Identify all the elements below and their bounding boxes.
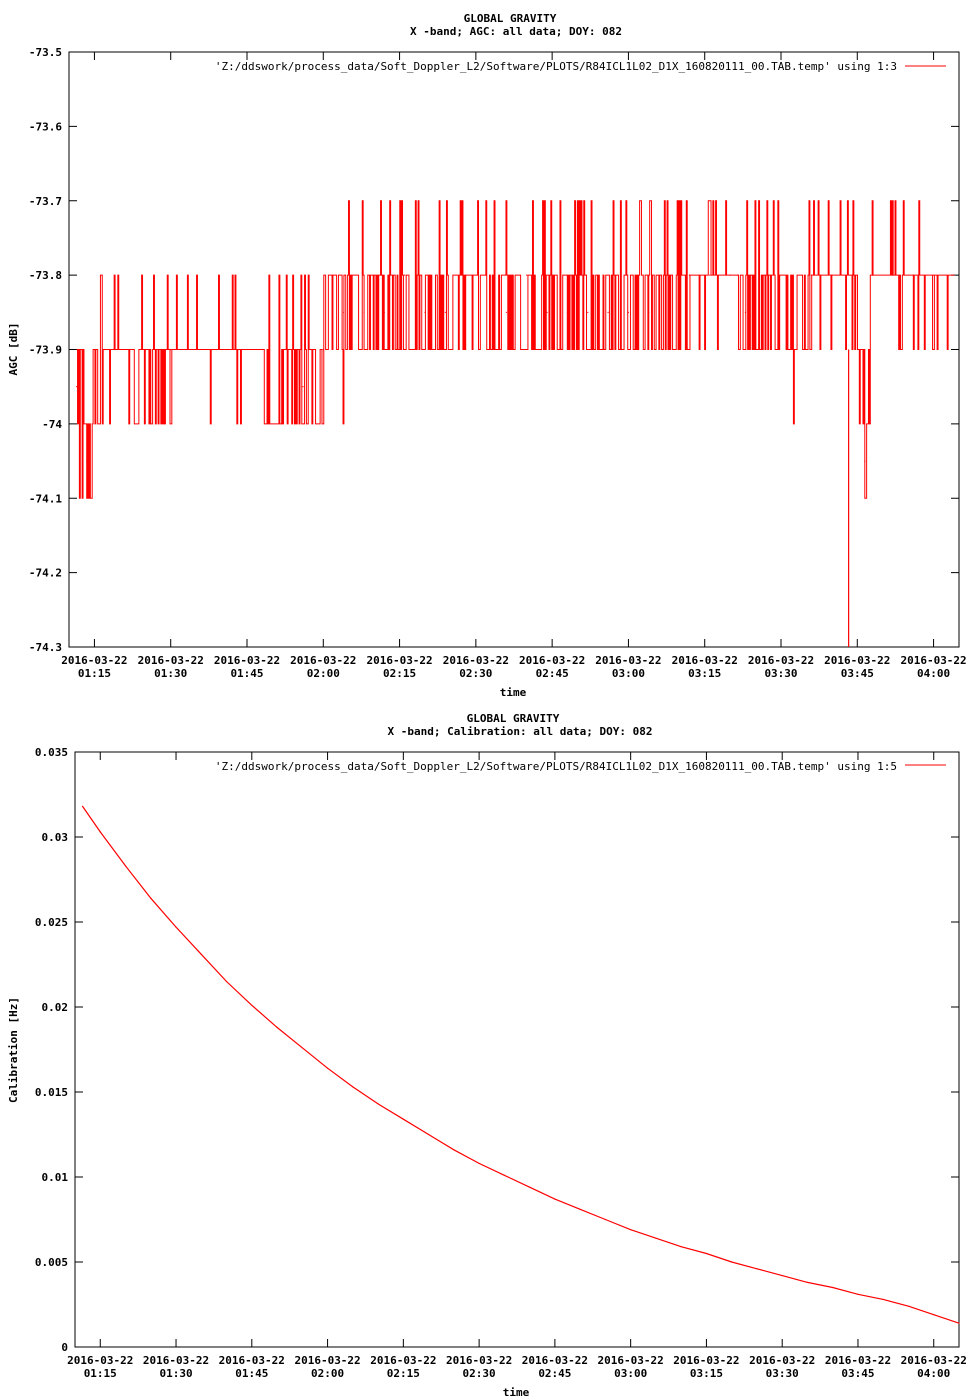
x-tick-date: 2016-03-22 (370, 1354, 437, 1367)
calibration-data-point (276, 1027, 277, 1028)
x-tick-date: 2016-03-22 (824, 1354, 892, 1367)
agc-data-point (709, 275, 710, 276)
y-tick-label: -74 (42, 417, 62, 431)
x-tick-time: 01:45 (235, 1367, 269, 1380)
x-tick-date: 2016-03-22 (290, 654, 357, 667)
agc-data-point (546, 312, 547, 313)
calibration-data-point (655, 1238, 656, 1239)
x-tick-time: 02:15 (386, 1367, 420, 1380)
y-tick-label: 0.035 (34, 746, 68, 759)
agc-data-point (913, 275, 914, 276)
chart-subtitle: X -band; AGC: all data; DOY: 082 (410, 25, 622, 38)
agc-data-point (506, 312, 507, 313)
x-tick-time: 03:45 (841, 1367, 875, 1380)
x-tick-date: 2016-03-22 (595, 654, 662, 667)
x-tick-date: 2016-03-22 (213, 654, 281, 667)
agc-data-point (737, 275, 738, 276)
agc-data-point (302, 386, 303, 387)
agc-data-point (864, 460, 865, 461)
agc-data-point (745, 312, 746, 313)
calibration-data-point (453, 1149, 454, 1150)
calibration-data-point (630, 1229, 631, 1230)
agc-data-point (150, 386, 151, 387)
agc-data-point (852, 275, 853, 276)
x-axis-label: time (502, 1386, 530, 1399)
calibration-data-point (958, 1323, 959, 1324)
agc-data-point (323, 349, 324, 350)
calibration-data-point (403, 1119, 404, 1120)
x-tick-time: 01:30 (154, 667, 188, 680)
x-tick-date: 2016-03-22 (366, 654, 433, 667)
legend-label: 'Z:/ddswork/process_data/Soft_Doppler_L2/Software/PLOTS/R84ICL1L02_D1X_160820111_00.TAB.temp' using 1:3 (214, 60, 897, 73)
y-tick-label: -74.1 (28, 492, 62, 506)
y-tick-label: 0.03 (41, 831, 68, 844)
x-tick-date: 2016-03-22 (824, 654, 891, 667)
calibration-data-point (756, 1268, 757, 1269)
calibration-data-point (933, 1314, 934, 1315)
y-axis-label: Calibration [Hz] (7, 997, 20, 1103)
calibration-data-point (832, 1287, 833, 1288)
calibration-data-point (226, 981, 227, 982)
agc-series-line (77, 201, 954, 499)
x-tick-time: 03:45 (840, 667, 874, 680)
agc-data-point (86, 460, 87, 461)
agc-data-point (791, 349, 792, 350)
x-tick-date: 2016-03-22 (218, 1354, 285, 1367)
y-tick-label: -73.7 (28, 194, 62, 208)
x-tick-date: 2016-03-22 (597, 1354, 664, 1367)
y-tick-label: -73.8 (28, 269, 62, 283)
x-tick-date: 2016-03-22 (137, 654, 204, 667)
x-tick-date: 2016-03-22 (67, 1354, 134, 1367)
agc-data-point (404, 275, 405, 276)
agc-chart (7, 12, 967, 699)
legend-label: 'Z:/ddswork/process_data/Soft_Doppler_L2/Software/PLOTS/R84ICL1L02_D1X_160820111_00.TAB.temp' using 1:5 (214, 760, 897, 773)
agc-data-point (648, 312, 649, 313)
x-tick-time: 02:00 (306, 667, 340, 680)
agc-data-point (221, 349, 222, 350)
agc-data-point (587, 312, 588, 313)
agc-data-point (669, 312, 670, 313)
x-tick-time: 02:30 (459, 667, 493, 680)
agc-data-point (567, 312, 568, 313)
agc-data-point (424, 312, 425, 313)
x-tick-time: 02:45 (535, 667, 569, 680)
agc-data-point (526, 275, 527, 276)
x-tick-date: 2016-03-22 (442, 654, 509, 667)
y-tick-label: 0.01 (41, 1171, 68, 1184)
chart-subtitle: X -band; Calibration: all data; DOY: 082 (387, 725, 653, 738)
y-tick-label: 0 (61, 1341, 68, 1354)
y-tick-label: -73.5 (28, 46, 62, 59)
calibration-data-point (251, 1005, 252, 1006)
agc-data-point (933, 275, 934, 276)
calibration-data-point (529, 1187, 530, 1188)
chart-title: GLOBAL GRAVITY (466, 712, 560, 725)
x-tick-time: 03:15 (688, 667, 722, 680)
calibration-data-point (428, 1134, 429, 1135)
x-tick-time: 03:30 (764, 667, 798, 680)
x-tick-time: 04:00 (917, 667, 951, 680)
x-tick-time: 01:15 (83, 1367, 117, 1380)
calibration-data-point (883, 1299, 884, 1300)
agc-data-point (363, 312, 364, 313)
x-tick-time: 02:15 (383, 667, 417, 680)
agc-data-point (953, 275, 954, 276)
calibration-data-point (377, 1103, 378, 1104)
calibration-data-point (731, 1261, 732, 1262)
agc-data-point (445, 312, 446, 313)
calibration-data-point (82, 806, 83, 807)
calibration-data-point (681, 1246, 682, 1247)
calibration-chart (7, 712, 967, 1399)
x-tick-date: 2016-03-22 (673, 1354, 740, 1367)
y-axis-label: AGC [dB] (7, 322, 20, 376)
x-tick-date: 2016-03-22 (749, 1354, 816, 1367)
agc-data-point (607, 312, 608, 313)
agc-data-point (262, 349, 263, 350)
x-tick-date: 2016-03-22 (521, 1354, 589, 1367)
agc-data-point (872, 275, 873, 276)
x-tick-time: 02:45 (538, 1367, 572, 1380)
calibration-data-point (125, 865, 126, 866)
calibration-data-point (504, 1175, 505, 1176)
agc-data-point (104, 349, 105, 350)
calibration-data-point (908, 1306, 909, 1307)
chart-title: GLOBAL GRAVITY (463, 12, 557, 25)
x-tick-time: 01:45 (230, 667, 264, 680)
agc-data-point (465, 275, 466, 276)
agc-data-point (241, 349, 242, 350)
y-tick-label: -73.9 (28, 343, 62, 357)
agc-data-point (132, 349, 133, 350)
x-tick-date: 2016-03-22 (61, 654, 128, 667)
calibration-data-point (580, 1209, 581, 1210)
agc-data-point (114, 349, 115, 350)
y-tick-label: 0.025 (34, 916, 68, 929)
y-tick-label: 0.015 (34, 1086, 68, 1099)
x-tick-date: 2016-03-22 (445, 1354, 513, 1367)
y-tick-label: -73.6 (28, 120, 62, 134)
agc-data-point (811, 275, 812, 276)
x-tick-time: 03:00 (614, 1367, 648, 1380)
x-tick-date: 2016-03-22 (519, 654, 586, 667)
x-tick-time: 03:00 (611, 667, 645, 680)
agc-data-point (689, 275, 690, 276)
agc-data-point (384, 312, 385, 313)
x-tick-date: 2016-03-22 (142, 1354, 210, 1367)
x-tick-time: 03:30 (765, 1367, 799, 1380)
agc-data-point (730, 275, 731, 276)
calibration-data-point (201, 954, 202, 955)
agc-data-point (76, 386, 77, 387)
calibration-data-point (175, 927, 176, 928)
x-tick-date: 2016-03-22 (747, 654, 815, 667)
agc-data-point (628, 312, 629, 313)
calibration-series-line (83, 806, 959, 1323)
calibration-data-point (100, 831, 101, 832)
agc-data-point (831, 275, 832, 276)
x-tick-time: 01:30 (159, 1367, 193, 1380)
agc-data-point (343, 312, 344, 313)
calibration-data-point (605, 1219, 606, 1220)
x-axis-label: time (499, 686, 527, 699)
x-tick-time: 02:00 (311, 1367, 345, 1380)
agc-data-point (282, 386, 283, 387)
x-tick-time: 03:15 (689, 1367, 723, 1380)
x-tick-date: 2016-03-22 (900, 654, 967, 667)
calibration-data-point (352, 1086, 353, 1087)
calibration-data-point (479, 1163, 480, 1164)
x-tick-time: 04:00 (917, 1367, 951, 1380)
calibration-data-point (857, 1294, 858, 1295)
x-tick-date: 2016-03-22 (294, 1354, 361, 1367)
calibration-data-point (327, 1068, 328, 1069)
y-tick-label: 0.005 (34, 1256, 68, 1269)
y-tick-label: -74.2 (28, 566, 62, 580)
agc-data-point (196, 349, 197, 350)
plot-frame (75, 752, 959, 1347)
calibration-data-point (782, 1275, 783, 1276)
calibration-data-point (150, 898, 151, 899)
agc-data-point (485, 275, 486, 276)
calibration-data-point (807, 1282, 808, 1283)
agc-data-point (892, 275, 893, 276)
y-tick-label: -74.3 (28, 641, 62, 654)
calibration-data-point (554, 1199, 555, 1200)
agc-data-point (170, 349, 171, 350)
x-tick-date: 2016-03-22 (671, 654, 738, 667)
calibration-data-point (302, 1047, 303, 1048)
y-tick-label: 0.02 (41, 1001, 68, 1014)
agc-data-point (765, 275, 766, 276)
x-tick-time: 01:15 (77, 667, 111, 680)
x-tick-time: 02:30 (462, 1367, 496, 1380)
x-tick-date: 2016-03-22 (900, 1354, 967, 1367)
calibration-data-point (706, 1253, 707, 1254)
